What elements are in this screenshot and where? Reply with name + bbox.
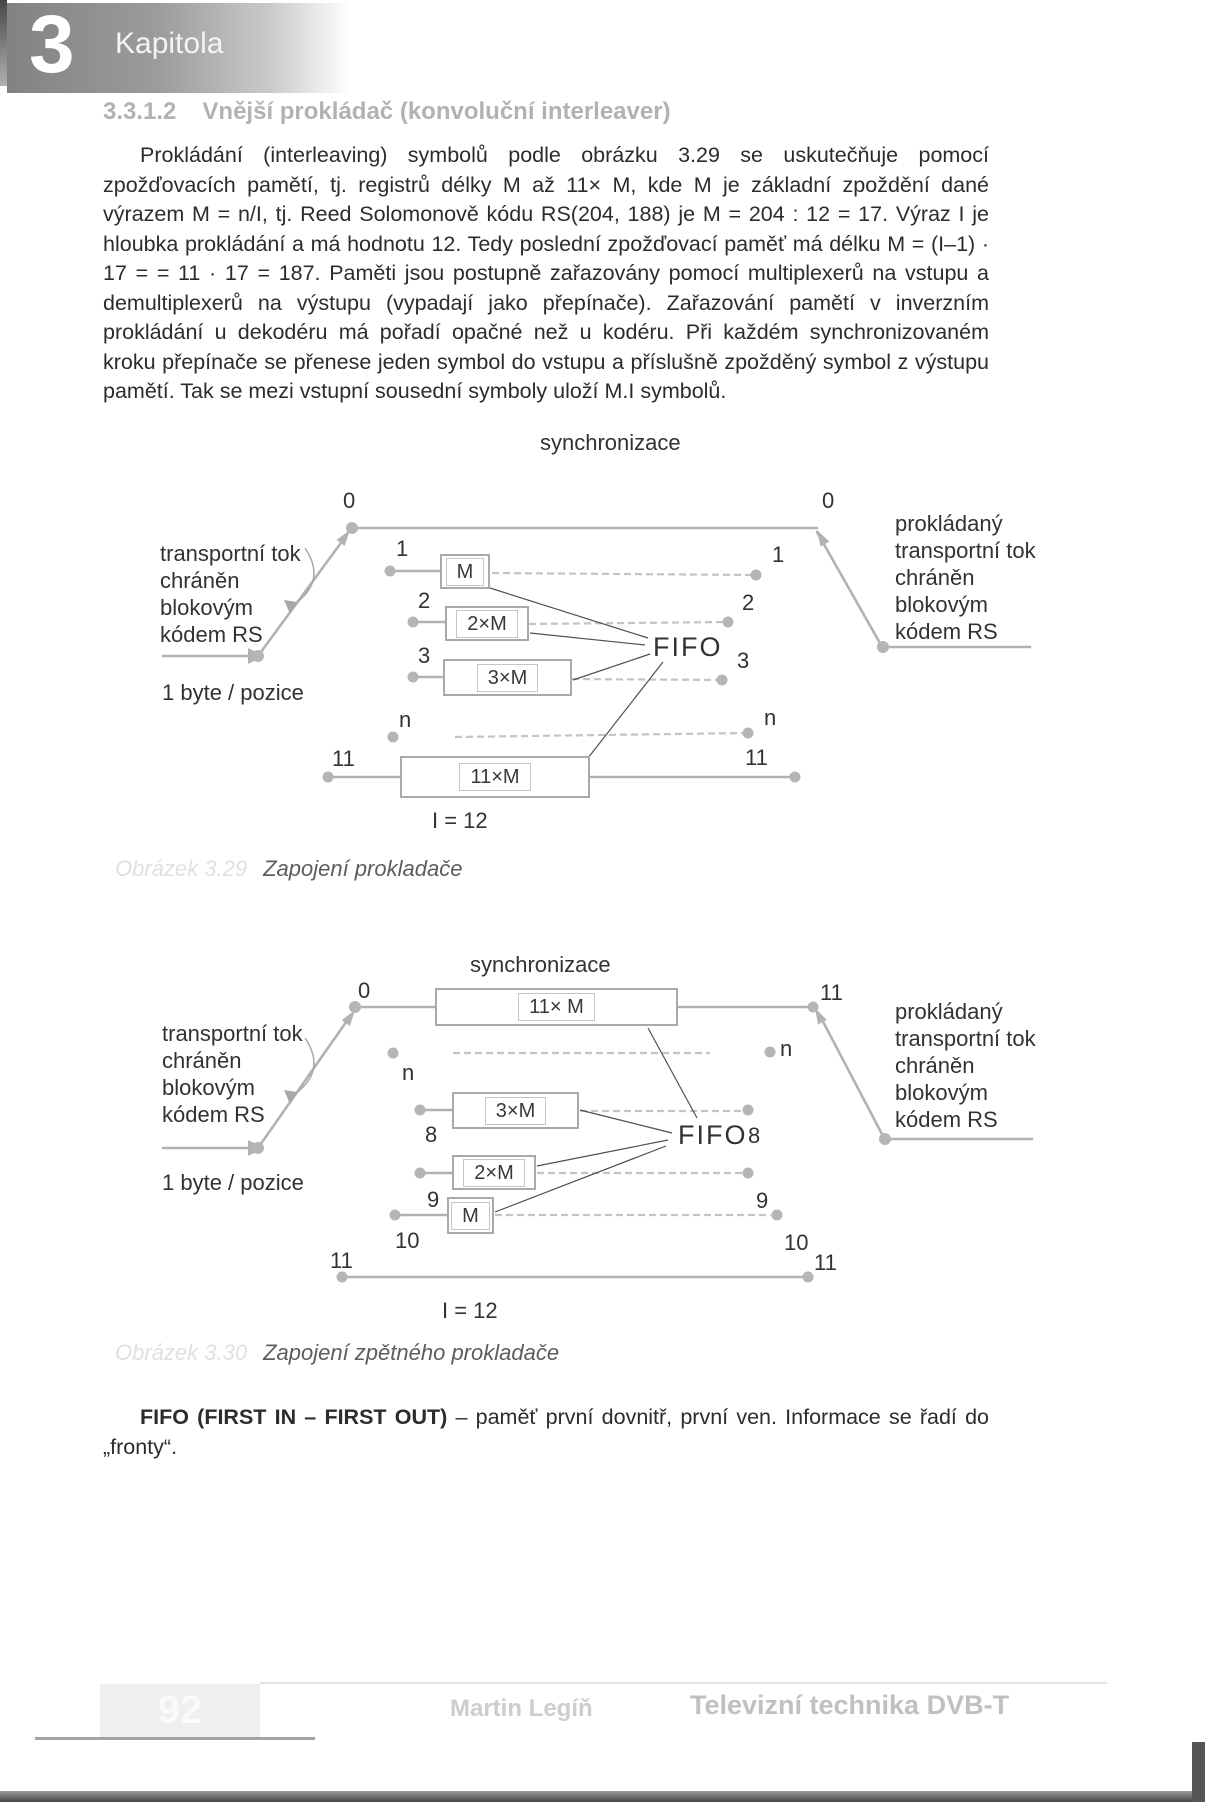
page-number: 92: [157, 1688, 203, 1732]
delay-box-m: M: [440, 554, 490, 589]
scan-edge-right: [1192, 1742, 1205, 1802]
branch-in-11: 11: [332, 746, 355, 771]
figure2-caption-text: Zapojení zpětného prokladače: [263, 1340, 560, 1365]
branch-in-1: 1: [396, 536, 409, 561]
figure1-caption: [115, 856, 462, 882]
delay-box-2m: 2×M: [445, 606, 529, 641]
fifo-note-bold: FIFO (FIRST IN – FIRST OUT): [140, 1405, 448, 1429]
chapter-word: Kapitola: [115, 27, 224, 60]
branch-in-0: 0: [343, 488, 356, 513]
page-number-box: [100, 1684, 260, 1737]
branch-out-n: n: [764, 705, 777, 730]
branch-in-n: n: [399, 707, 412, 732]
input-stream-label: transportní tok chráněn blokovým kódem RS: [162, 1021, 303, 1127]
delay-box-m: M: [447, 1197, 494, 1234]
page-number-underline: [35, 1737, 315, 1740]
intro-paragraph: Prokládání (interleaving) symbolů podle obrázku 3.29 se uskutečňuje pomocí zpožďovacích pamětí, tj. registrů délky M až 11× M, kde M je základní zpoždění dané výrazem M = n/I, tj. Reed Solomonově kódu RS(204, 188) je M = 204 : 12 = 17. Výraz I je hloubka prokládání a má hodnotu 12. Tedy poslední zpožďovací paměť má délku M = (I–1) · 17 = = 11 · 17 = 187. Paměti jsou postupně zařazovány pomocí multiplexerů na vstupu a demultiplexerů na výstupu (vypadají jako přepínače). Zařazování pamětí v inverzním prokládání u dekodéru má pořadí opačné než u kodéru. Při každém synchronizovaném kroku přepínače se přenese jeden symbol do vstupu a příslušně zpožděný symbol z výstupu pamětí. Tak se mezi vstupní sousední symboly uloží M.I symbolů.: [103, 143, 989, 403]
fifo-note: [103, 1402, 989, 1462]
branch-in-10: 10: [395, 1228, 420, 1253]
output-stream-label: prokládaný transportní tok chráněn blokovým kódem RS: [895, 999, 1036, 1132]
interleave-depth-label: I = 12: [442, 1298, 498, 1323]
branch-out-1: 1: [772, 542, 785, 567]
byte-position-label: 1 byte / pozice: [162, 680, 304, 705]
section-title: Vnější prokládač (konvoluční interleaver): [202, 98, 671, 125]
branch-in-8: 8: [425, 1122, 438, 1147]
delay-box-11m: 11× M: [435, 988, 678, 1026]
figure2-caption: [115, 1340, 559, 1366]
branch-in-3: 3: [418, 643, 431, 668]
branch-out-9: 9: [756, 1188, 769, 1213]
branch-in-n: n: [402, 1060, 415, 1085]
sync-label: synchronizace: [540, 430, 681, 455]
footer-rule: [260, 1682, 1107, 1684]
fifo-label: FIFO: [678, 1120, 748, 1150]
branch-in-11: 11: [330, 1248, 353, 1273]
chapter-banner: [7, 0, 347, 93]
footer-author: Martin Legíň: [450, 1695, 593, 1722]
delay-box-2m: 2×M: [452, 1155, 536, 1190]
branch-out-11: 11: [814, 1250, 837, 1275]
byte-position-label: 1 byte / pozice: [162, 1170, 304, 1195]
interleave-depth-label: I = 12: [432, 808, 488, 833]
section-heading: [103, 98, 671, 126]
branch-in-0: 0: [358, 978, 371, 1003]
fifo-note-text: – paměť první dovnitř, první ven. Informace se řadí do „fronty“.: [103, 1405, 990, 1459]
branch-out-10: 10: [784, 1230, 809, 1255]
branch-out-n: n: [780, 1036, 793, 1061]
delay-box-3m: 3×M: [443, 659, 572, 696]
branch-out-2: 2: [742, 590, 755, 615]
delay-box-11m: 11×M: [400, 756, 590, 798]
branch-out-3: 3: [737, 648, 750, 673]
section-number: 3.3.1.2: [103, 98, 177, 125]
figure1-caption-number: Obrázek 3.29: [115, 856, 248, 881]
branch-out-11-top: 11: [820, 980, 843, 1005]
branch-out-0: 0: [822, 488, 835, 513]
branch-in-9: 9: [427, 1187, 440, 1212]
sync-label: synchronizace: [470, 952, 611, 977]
output-stream-label: prokládaný transportní tok chráněn blokovým kódem RS: [895, 511, 1036, 644]
delay-box-3m: 3×M: [452, 1092, 579, 1129]
scan-edge-top-left: [0, 0, 7, 86]
figure2-caption-number: Obrázek 3.30: [115, 1340, 248, 1365]
figure1-caption-text: Zapojení prokladače: [263, 856, 463, 881]
fifo-label: FIFO: [653, 632, 723, 662]
input-stream-label: transportní tok chráněn blokovým kódem RS: [160, 541, 301, 647]
scan-edge-bottom: [0, 1791, 1205, 1802]
branch-out-11: 11: [745, 745, 768, 770]
figure-interleaver: [100, 430, 1040, 842]
figure-deinterleaver: [100, 950, 1040, 1332]
branch-in-2: 2: [418, 588, 431, 613]
footer-book-title: Televizní technika DVB-T: [690, 1690, 1010, 1720]
branch-out-8: 8: [748, 1123, 761, 1148]
chapter-number: 3: [29, 0, 75, 90]
